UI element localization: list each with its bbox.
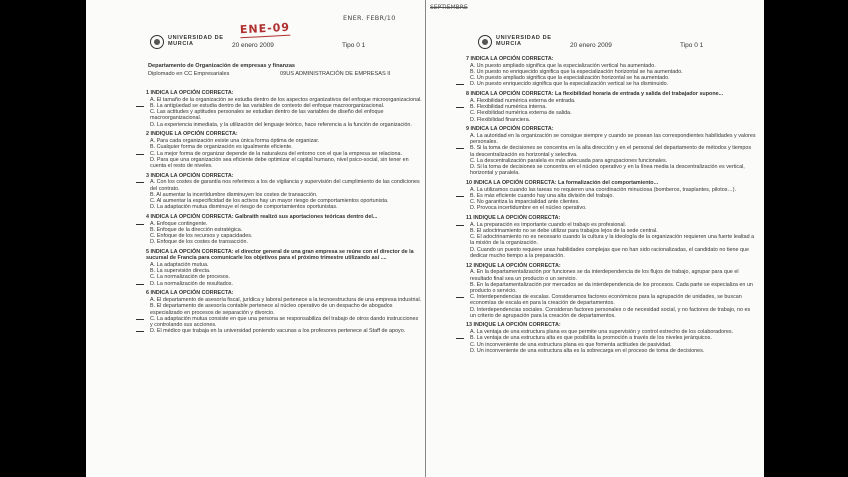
- answer-option: B. Enfoque de la dirección estratégica.: [150, 226, 243, 233]
- question-item: [146, 90, 422, 128]
- question-item: [466, 180, 756, 212]
- exam-date: 20 enero 2009: [232, 42, 274, 49]
- left-questions: [146, 90, 422, 338]
- answer-option: D. La experiencia inmediata, y la utilización del lenguaje teórico, hace referencia a la función de organización.: [150, 121, 412, 128]
- answer-option: A. La ventaja de una estructura plana es que permite una supervisión y control estrecho de los colaboradores.: [470, 329, 734, 336]
- question-title: 4 INDICA LA OPCIÓN CORRECTA: Galbraith realizó sus aportaciones teóricas dentro del...: [146, 213, 378, 220]
- page-header-right: [428, 34, 760, 56]
- answer-option: A. El tamaño de la organización se estudia dentro de los aspectos organizativos del enfoque microorganizacional.: [150, 96, 422, 103]
- page-divider: [425, 0, 426, 477]
- answer-option: D. La adaptación mutua disminuye el riesgo de comportamientos oportunistas.: [150, 204, 338, 211]
- question-title: 12 INDIQUE LA OPCIÓN CORRECTA:: [466, 262, 561, 269]
- subject-name: 09US ADMINISTRACIÓN DE EMPRESAS II: [280, 71, 391, 77]
- right-page: [428, 0, 760, 477]
- answer-option: A. Flexibilidad numérica externa de entrada.: [470, 97, 576, 104]
- department-name: Departamento de Organización de empresas y finanzas: [148, 63, 296, 69]
- answer-option: B. En la departamentalización por mercados se da interdependencia de los procesos. Cada parte se especializa en un producto o servicio.: [470, 281, 753, 294]
- answer-option: C. Enfoque de los recursos y capacidades.: [150, 233, 253, 240]
- answer-option: B. La antigüedad se estudia dentro de las variables de contexto del enfoque macroorganizacional.: [146, 103, 422, 109]
- answer-option: D. Si la toma de decisiones se concentra en el núcleo operativo y en la línea media la descentralización es vertical, horizontal y paralela.: [470, 164, 745, 177]
- answer-option: B. Si la toma de decisiones se concentra en la alta dirección y en el personal del departamento de métodos y tiempos la descentralización es horizontal y selectiva.: [466, 145, 756, 157]
- answer-option: D. La normalización de resultados.: [146, 281, 422, 287]
- answer-option: A. Un puesto ampliado significa que la especialización vertical ha aumentado.: [470, 62, 656, 69]
- handwritten-ene-note: ENE-09: [239, 20, 291, 37]
- answer-option: D. Enfoque de los costes de transacción.: [150, 239, 248, 246]
- university-name-right: UNIVERSIDAD DE MURCIA: [496, 35, 552, 47]
- answer-option: B. Cualquier forma de organización es igualmente eficiente.: [150, 144, 293, 151]
- university-seal-icon-right: [478, 35, 492, 49]
- answer-option: C. La descentralización paralela es más adecuada para agrupaciones funcionales.: [470, 157, 668, 164]
- answer-option: B. La ventaja de una estructura alta es que posibilita la promoción a través de los niveles jerárquicos.: [466, 335, 756, 341]
- diploma-name: Diplomado en CC Empresariales: [148, 71, 230, 77]
- university-logo: [150, 34, 236, 52]
- answer-option: A. La preparación es importante cuando el trabajo es profesional.: [466, 222, 756, 228]
- question-title: 7 INDICA LA OPCIÓN CORRECTA:: [466, 56, 554, 62]
- question-item: [466, 263, 756, 319]
- question-item: [146, 249, 422, 287]
- answer-option: D. Cuando un puesto requiere unas habilidades complejas que no han sido racionalizadas, el candidato no tiene que dedicar mucho tiempo a la preparación.: [470, 246, 750, 259]
- answer-option: B. El adoctrinamiento no se debe utilizar para trabajos lejos de la sede central.: [470, 228, 658, 235]
- answer-option: C. La normalización de procesos.: [150, 274, 231, 281]
- answer-option: D. Interdependencias sociales. Consideran factores personales o de necesidad social, y no factores de trabajo, no es un criterio de agrupación para la creación de departamentos.: [470, 306, 751, 319]
- question-title: 6 INDICA LA OPCIÓN CORRECTA:: [146, 290, 234, 297]
- answer-option: A. Para cada organización existe una única forma óptima de organizar.: [150, 138, 320, 145]
- handwritten-febr-note: ENER. FEBR/10: [343, 14, 396, 22]
- question-item: [146, 290, 422, 334]
- university-seal-icon: [150, 35, 164, 49]
- question-item: [466, 91, 756, 123]
- answer-option: C. El adoctrinamiento no es necesario cuando la cultura y la ideología de la organización requieren una fuerte lealtad a la misión de la organización.: [470, 234, 755, 247]
- answer-option: A. La utilizamos cuando las tareas no requieren una coordinación minuciosa (bomberos, trasplantes, pilotos…).: [470, 186, 737, 193]
- answer-option: C. Las actitudes y aptitudes personales se estudian dentro de las variables de diseño del enfoque macroorganizacional.: [150, 109, 384, 122]
- answer-option: C. Flexibilidad numérica externa de salida.: [470, 110, 572, 117]
- answer-option: D. Provoca incertidumbre en el núcleo operativo.: [470, 205, 587, 212]
- university-logo-right: [478, 34, 564, 52]
- question-item: [466, 126, 756, 176]
- answer-option: B. La supervisión directa.: [150, 268, 211, 275]
- question-title: 3 INDICA LA OPCIÓN CORRECTA:: [146, 172, 234, 179]
- question-title: 2 INDIQUE LA OPCIÓN CORRECTA:: [146, 131, 238, 138]
- question-title: 10 INDICA LA OPCIÓN CORRECTA: La formalización del comportamiento...: [466, 179, 659, 186]
- exam-date-right: 20 enero 2009: [570, 42, 612, 49]
- page-header: [90, 34, 422, 56]
- question-title: 13 INDIQUE LA OPCIÓN CORRECTA:: [466, 322, 561, 329]
- answer-option: C. La adaptación mutua consiste en que una persona se responsabiliza del trabajo de otros dando instrucciones y controlando sus acciones.: [146, 316, 422, 328]
- answer-option: D. Flexibilidad financiera.: [470, 116, 531, 123]
- answer-option: A. En la departamentalización por funciones se da interdependencia de los flujos de trabajo, agrupar para que el resultado final sea un producto o un servicio.: [470, 269, 739, 282]
- university-name: UNIVERSIDAD DE MURCIA: [168, 35, 224, 47]
- right-questions: [466, 56, 756, 358]
- exam-type: Tipo 0 1: [342, 42, 366, 49]
- question-item: [466, 215, 756, 259]
- question-item: [466, 56, 756, 88]
- answer-option: D. El médico que trabaja en la universidad poniendo vacunas a los profesores pertenece al Staff de apoyo.: [146, 328, 422, 334]
- question-item: [146, 214, 422, 246]
- answer-option: C. Al aumentar la especificidad de los activos hay un mayor riesgo de comportamientos oportunista.: [150, 198, 389, 205]
- question-item: [466, 322, 756, 354]
- answer-option: A. La adaptación mutua.: [150, 262, 209, 269]
- answer-option: B. Flexibilidad numérica interna.: [466, 104, 756, 110]
- question-item: [146, 131, 422, 169]
- question-title: 9 INDICA LA OPCIÓN CORRECTA:: [466, 126, 554, 133]
- answer-option: B. Al aumentar la incertidumbre disminuyen los costes de transacción.: [150, 191, 318, 198]
- answer-option: C. Un inconveniente de una estructura plana es que fomenta actitudes de pasividad.: [470, 341, 672, 348]
- answer-option: D. Un inconveniente de una estructura alta es la sobrecarga en el proceso de toma de decisiones.: [470, 347, 705, 354]
- question-item: [146, 173, 422, 211]
- answer-option: D. Un puesto enriquecido significa que la especialización vertical se ha disminuido.: [466, 81, 756, 87]
- question-title: 11 INDIQUE LA OPCIÓN CORRECTA:: [466, 215, 561, 222]
- question-title: 1 INDICA LA OPCIÓN CORRECTA:: [146, 90, 234, 96]
- diploma-line: [148, 71, 420, 77]
- answer-option: C. La mejor forma de organizar depende de la naturaleza del entorno con el que la empresa se relaciona.: [146, 151, 422, 157]
- answer-option: A. El departamento de asesoría fiscal, jurídica y laboral pertenece a la tecnoestructura de una empresa industrial.: [150, 297, 422, 304]
- answer-option: A. Enfoque contingente.: [146, 221, 422, 227]
- answer-option: A. La autoridad en la organización se consigue siempre y cuando se posean las correspondientes habilidades y valores personales.: [470, 133, 756, 146]
- answer-option: A. Con los costes de garantía nos referimos a los de vigilancia y supervisión del cumplimiento de las condiciones del contrato.: [146, 179, 422, 191]
- exam-type-right: Tipo 0 1: [680, 42, 704, 49]
- question-title: 8 INDICA LA OPCIÓN CORRECTA: La flexibilidad horaria de entrada y salida del trabajador supone...: [466, 91, 724, 98]
- answer-option: B. Un puesto no enriquecido significa que la especialización horizontal se ha aumentado.: [470, 69, 683, 75]
- question-title: 5 INDICA LA OPCIÓN CORRECTA: el director general de una gran empresa se reúne con el director de la sucursal de Francia para comunicarle los objetivos para el próximo trimestre utilizando así ....: [146, 249, 414, 262]
- answer-option: B. Es más eficiente cuando hay una alta división del trabajo.: [466, 193, 756, 199]
- answer-option: D. Para que una organización sea eficiente debe optimizar el capital humano, nivel psico-social, sin tener en cuenta el resto de niveles.: [150, 156, 409, 169]
- strikethrough-note: SEPTIEMBRE: [430, 4, 468, 11]
- answer-option: C. Un puesto ampliado significa que la especialización horizontal se ha aumentado.: [470, 75, 670, 82]
- answer-option: C. Interdependencias de escalas. Consideramos factores económicos para la agrupación de unidades, se buscan economías de escala en para la creación de departamentos.: [466, 294, 756, 306]
- answer-option: C. No garantiza la imparcialidad ante clientes.: [470, 199, 580, 206]
- answer-option: B. El departamento de asesoría contable pertenece al núcleo operativo de un despacho de abogados especializado en procesos de separación y divorcio.: [150, 303, 393, 316]
- left-page: [90, 0, 468, 477]
